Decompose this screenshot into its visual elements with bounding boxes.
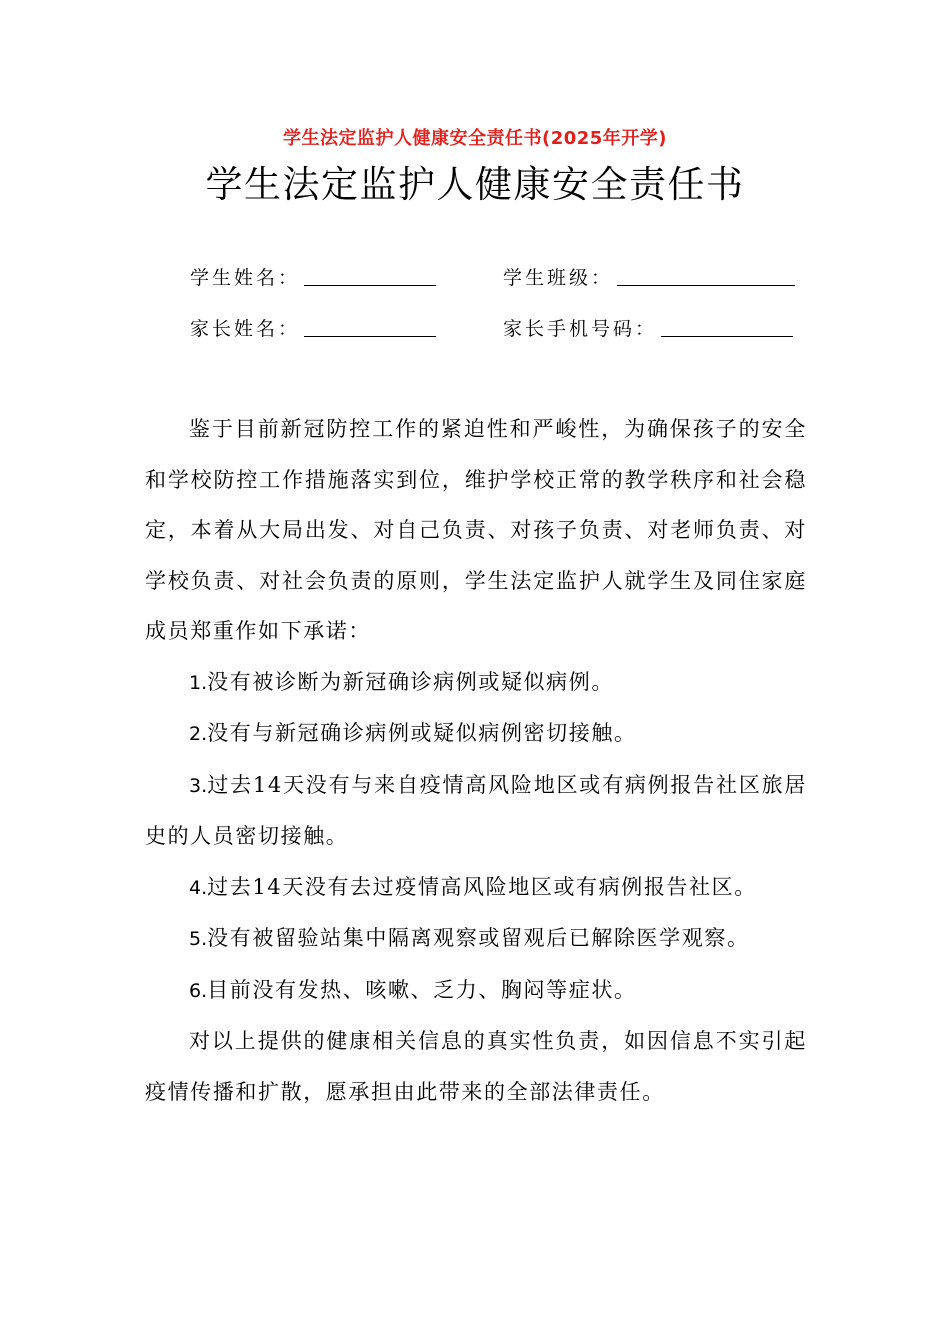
item-6-text: 目前没有发热、咳嗽、乏力、胸闷等症状。 <box>207 977 637 1002</box>
item-1-text: 没有被诊断为新冠确诊病例或疑似病例。 <box>207 669 614 694</box>
item-3-text: 过去14天没有与来自疫情高风险地区或有病例报告社区旅居史的人员密切接触。 <box>145 772 807 848</box>
student-class-label: 学生班级： <box>503 267 614 289</box>
item-3-number: 3. <box>189 774 208 797</box>
item-1-number: 1. <box>189 671 208 694</box>
commitment-body <box>145 404 807 1117</box>
item-4-number: 4. <box>189 876 208 899</box>
item-5-text: 没有被留验站集中隔离观察或留观后已解除医学观察。 <box>207 926 750 950</box>
item-2-number: 2. <box>189 723 208 745</box>
closing-paragraph: 对以上提供的健康相关信息的真实性负责，如因信息不实引起疫情传播和扩散，愿承担由此带来的全部法律责任。 <box>145 1029 807 1104</box>
commitment-item-6 <box>145 965 807 1017</box>
parent-phone-label: 家长手机号码： <box>503 318 658 340</box>
item-6-number: 6. <box>189 979 208 1002</box>
student-name-label: 学生姓名： <box>190 267 301 289</box>
item-2-text: 没有与新冠确诊病例或疑似病例密切接触。 <box>207 721 637 745</box>
student-class-field <box>503 258 795 290</box>
student-name-field <box>190 258 436 290</box>
student-name-blank <box>304 285 436 286</box>
intro-paragraph: 鉴于目前新冠防控工作的紧迫性和严峻性，为确保孩子的安全和学校防控工作措施落实到位，维护学校正常的教学秩序和社会稳定，本着从大局出发、对自己负责、对孩子负责、对老师负责、对学校负责、对社会负责的原则，学生法定监护人就学生及同住家庭成员郑重作如下承诺： <box>145 417 807 643</box>
parent-phone-blank <box>661 336 793 337</box>
parent-name-label: 家长姓名： <box>190 318 301 340</box>
parent-phone-field <box>503 309 793 341</box>
commitment-item-3 <box>145 760 807 862</box>
student-class-blank <box>617 285 795 286</box>
parent-name-field <box>190 309 436 341</box>
parent-name-blank <box>304 336 436 337</box>
document-subtitle: 学生法定监护人健康安全责任书(2025年开学) <box>282 128 668 149</box>
document-title: 学生法定监护人健康安全责任书 <box>205 163 745 206</box>
commitment-item-4 <box>145 862 807 914</box>
commitment-item-1 <box>145 657 807 709</box>
commitment-item-5 <box>145 913 807 965</box>
item-5-number: 5. <box>189 928 208 950</box>
commitment-item-2 <box>145 708 807 760</box>
item-4-text: 过去14天没有去过疫情高风险地区或有病例报告社区。 <box>207 874 757 899</box>
